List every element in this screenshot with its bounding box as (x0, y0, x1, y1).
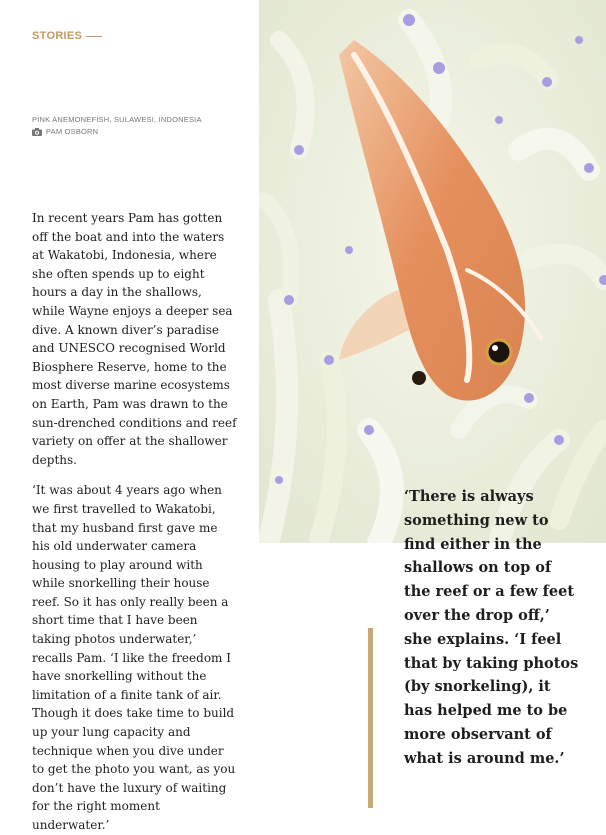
section-label (32, 30, 102, 42)
pull-quote-rule (368, 628, 373, 808)
photo-credit (32, 126, 202, 138)
photo-caption (32, 114, 202, 138)
section-rule (86, 36, 102, 37)
body-paragraph: In recent years Pam has gotten off the boat and into the waters at Wakatobi, Indonesia, where she often spends up to eight hours a day in the shallows, while Wayne enjoys a deeper sea dive. A known diver’s paradise and UNESCO recognised World Biosphere Reserve, home to the most diverse marine ecosystems on Earth, Pam was drawn to the sun-drenched conditions and reef variety on offer at the shallower depths. (32, 211, 237, 467)
pull-quote: ‘There is always something new to find either in the shallows on top of the reef or a few feet over the drop off,’ she explains. ‘I feel that by taking photos (by snorkeling), it has helped me to be more observant of what is around me.’ (404, 488, 579, 767)
body-paragraph: ‘It was about 4 years ago when we first travelled to Wakatobi, that my husband first gave me his old underwater camera housing to play around with while snorkelling their house reef. So it has only really been a short time that I have been taking photos underwater,’ recalls Pam. ‘I like the freedom I have snorkelling without the limitation of a finite tank of air. Though it does take time to build up your lung capacity and technique when you dive under to get the photo you want, as you don’t have the luxury of waiting for the right moment underwater.’ (32, 483, 236, 832)
caption-title: PINK ANEMONEFISH, SULAWESI, INDONESIA (32, 115, 202, 124)
camera-icon (32, 128, 42, 136)
section-label-text: STORIES (32, 30, 83, 42)
photographer-name: PAM OSBORN (46, 127, 99, 136)
article-body (32, 209, 237, 835)
anemonefish-photo (259, 0, 606, 543)
